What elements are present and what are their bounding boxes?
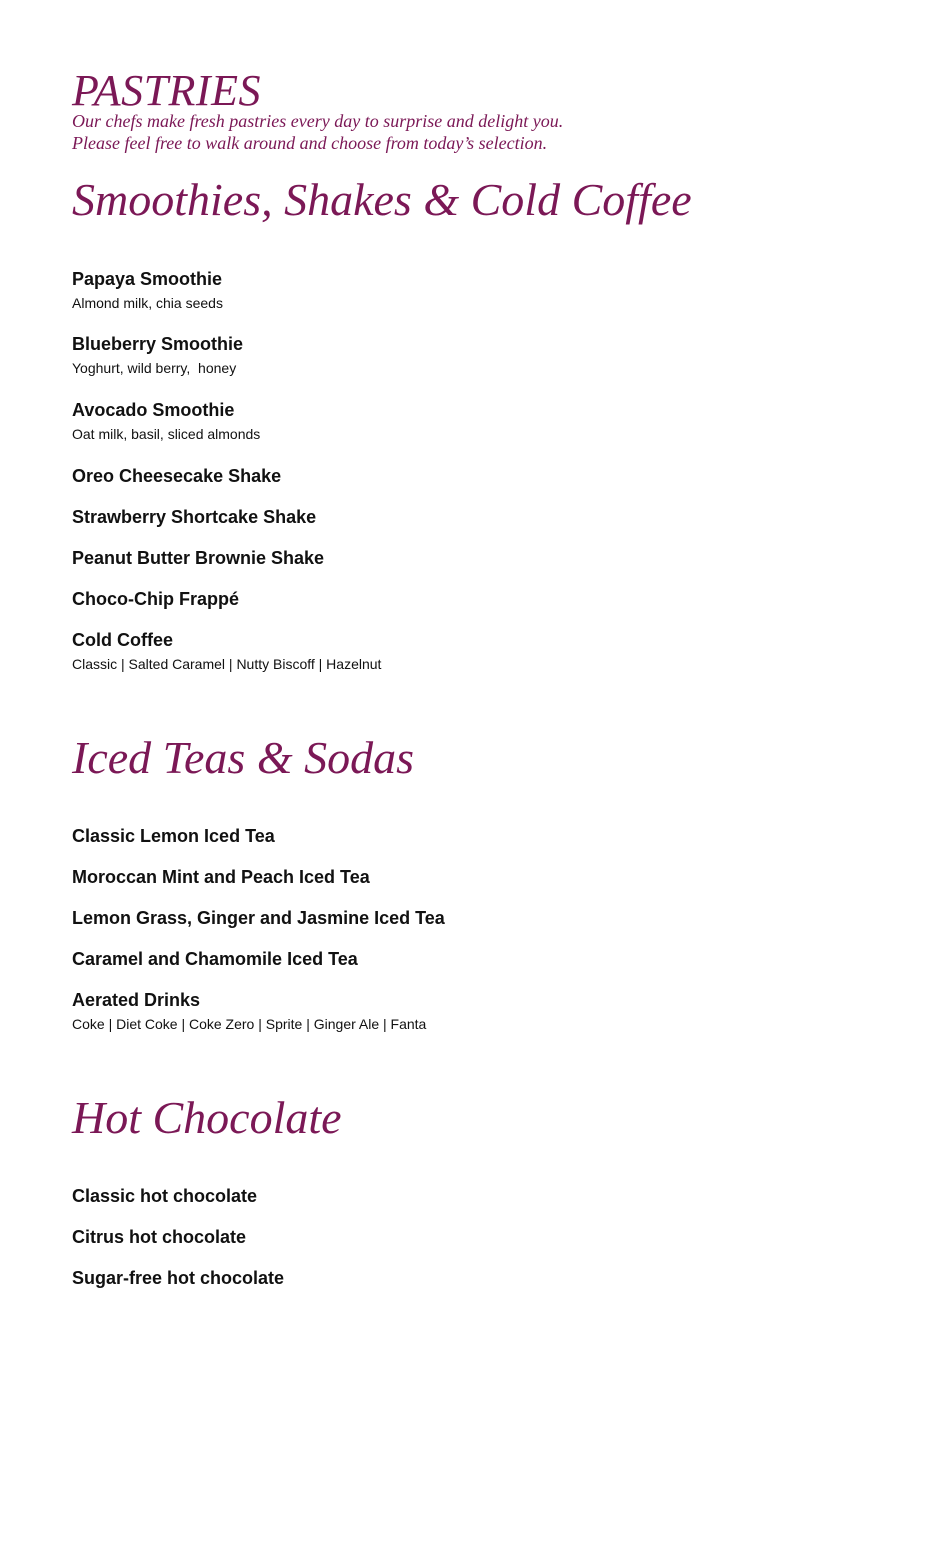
- iced-teas-section-heading: Iced Teas & Sodas: [72, 732, 415, 783]
- menu-item: [72, 629, 381, 673]
- menu-item: [72, 1226, 246, 1248]
- menu-item-name: Cold Coffee: [72, 630, 173, 650]
- smoothies-section-heading: Smoothies, Shakes & Cold Coffee: [72, 174, 692, 225]
- menu-item-name: Blueberry Smoothie: [72, 334, 244, 354]
- menu-item-name: Aerated Drinks: [72, 990, 201, 1010]
- menu-item: [72, 866, 370, 888]
- menu-item: [72, 506, 316, 528]
- menu-item-name: Lemon Grass, Ginger and Jasmine Iced Tea: [72, 908, 445, 928]
- menu-item: [72, 989, 426, 1033]
- menu-item: [72, 465, 281, 487]
- menu-item-name: Oreo Cheesecake Shake: [72, 466, 282, 486]
- menu-item-name: Choco-Chip Frappé: [72, 589, 239, 609]
- menu-item-description: Classic | Salted Caramel | Nutty Biscoff | Hazelnut: [72, 656, 382, 672]
- pastries-heading: PASTRIES: [72, 66, 261, 115]
- menu-item-description: Almond milk, chia seeds: [72, 295, 223, 311]
- menu-item-name: Classic hot chocolate: [72, 1186, 258, 1206]
- pastries-description: [72, 110, 563, 154]
- menu-item: [72, 1267, 284, 1289]
- menu-item: [72, 948, 358, 970]
- menu-item-name: Papaya Smoothie: [72, 269, 223, 289]
- menu-item-name: Avocado Smoothie: [72, 400, 235, 420]
- menu-item-name: Classic Lemon Iced Tea: [72, 826, 275, 846]
- menu-item-name: Citrus hot chocolate: [72, 1227, 247, 1247]
- menu-item: [72, 399, 260, 443]
- pastries-description-line-2: Please feel free to walk around and choose from today’s selection.: [72, 133, 548, 153]
- menu-item-name: Strawberry Shortcake Shake: [72, 507, 317, 527]
- hot-chocolate-section-heading: Hot Chocolate: [72, 1092, 342, 1143]
- menu-item-name: Sugar-free hot chocolate: [72, 1268, 285, 1288]
- menu-item-name: Peanut Butter Brownie Shake: [72, 548, 325, 568]
- menu-item-name: Moroccan Mint and Peach Iced Tea: [72, 867, 370, 887]
- menu-item: [72, 1185, 257, 1207]
- menu-item: [72, 588, 239, 610]
- menu-item-description: Coke | Diet Coke | Coke Zero | Sprite | Ginger Ale | Fanta: [72, 1016, 427, 1032]
- pastries-description-line-1: Our chefs make fresh pastries every day to surprise and delight you.: [72, 111, 564, 131]
- menu-item: [72, 268, 223, 312]
- menu-item-description: Oat milk, basil, sliced almonds: [72, 426, 261, 442]
- menu-item: [72, 333, 243, 377]
- menu-item: [72, 547, 324, 569]
- menu-item-name: Caramel and Chamomile Iced Tea: [72, 949, 358, 969]
- menu-item: [72, 907, 445, 929]
- menu-item: [72, 825, 275, 847]
- menu-item-description: Yoghurt, wild berry, honey: [72, 360, 237, 376]
